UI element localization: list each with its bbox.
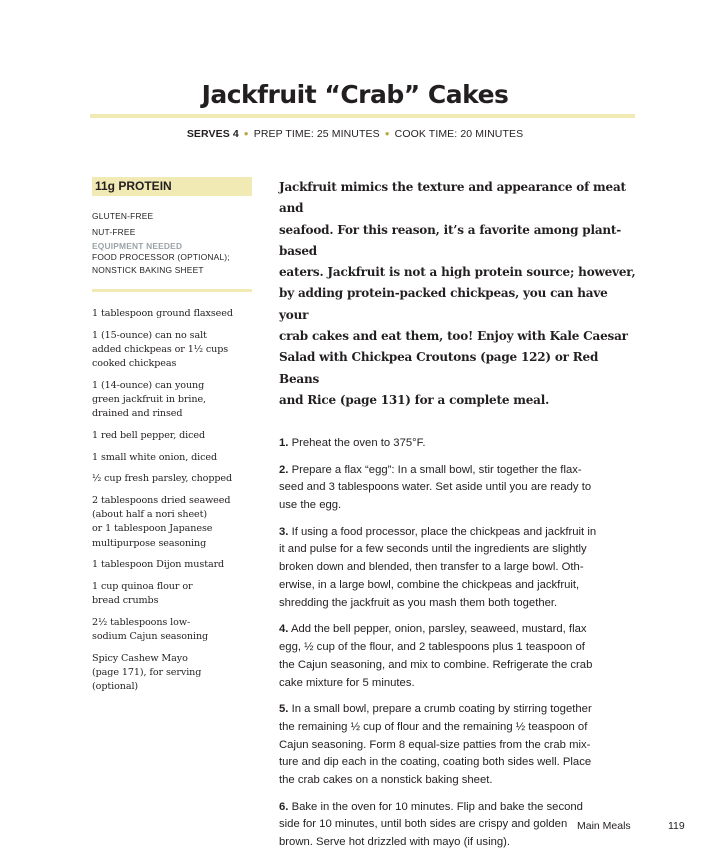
ingredient-item: 1 (15-ounce) can no salt added chickpeas or 1½ cups cooked chickpeas <box>92 329 229 370</box>
ingredient-item: 2½ tablespoons low- sodium Cajun seasoning <box>92 616 209 643</box>
ingredient-item: 1 tablespoon Dijon mustard <box>92 559 225 571</box>
footer-section-name: Main Meals <box>577 820 631 832</box>
recipe-title: Jackfruit “Crab” Cakes <box>201 80 509 109</box>
instruction-steps <box>279 435 639 852</box>
recipe-meta <box>0 127 710 142</box>
step-number: 5. <box>279 703 289 715</box>
step-text: Preheat the oven to 375°F. <box>291 437 426 450</box>
serves: SERVES 4 <box>186 128 239 140</box>
diet-label: NUT-FREE <box>92 226 136 237</box>
prep-time: PREP TIME: 25 MINUTES <box>253 128 380 140</box>
step-text: Add the bell pepper, onion, parsley, seaweed, mustard, flax egg, ½ cup of the flour, and 2 tablespoons plus 1 teaspoon of the Cajun seasoning, and mix to combine. Refrigerate the crab cake mixture for 5 minutes. <box>279 623 593 689</box>
ingredient-item: ½ cup fresh parsley, chopped <box>92 473 233 485</box>
step <box>279 524 639 613</box>
title-rule <box>90 114 635 118</box>
main-column <box>279 177 639 861</box>
ingredient-list <box>92 307 252 694</box>
step-number: 3. <box>279 525 289 538</box>
protein-badge: 11g PROTEIN <box>92 177 252 196</box>
cook-time: COOK TIME: 20 MINUTES <box>394 128 524 140</box>
sidebar-rule <box>92 289 252 292</box>
step <box>279 462 639 515</box>
ingredient-item: Spicy Cashew Mayo (page 171), for serving (optional) <box>92 652 202 693</box>
intro-paragraph: Jackfruit mimics the texture and appearance of meat and seafood. For this reason, it’s a favorite among plant-based eaters. Jackfruit is not a high protein source; however, by adding protein-packed chickpeas, you can have your crab cakes and eat them, too! Enjoy with Kale Caesar Salad with Chickpea Croutons (page 122) or Red Beans and Rice (page 131) for a complete meal. <box>279 180 636 407</box>
step-number: 6. <box>279 800 289 813</box>
separator-dot-icon: ● <box>243 129 249 138</box>
step-text: Prepare a flax “egg”: In a small bowl, stir together the flax- seed and 3 tablespoons water. Set aside until you are ready to use the egg. <box>279 463 592 512</box>
ingredient-item: 1 (14-ounce) can young green jackfruit in brine, drained and rinsed <box>92 379 206 420</box>
step-number: 4. <box>279 623 289 636</box>
equipment-heading: EQUIPMENT NEEDED <box>92 241 183 251</box>
step-text: Bake in the oven for 10 minutes. Flip and bake the second side for 10 minutes, until both sides are crispy and golden brown. Serve hot drizzled with mayo (if using). <box>279 800 583 849</box>
ingredient-item: 1 small white onion, diced <box>92 451 217 463</box>
ingredient-item: 1 cup quinoa flour or bread crumbs <box>92 581 193 607</box>
sidebar <box>92 177 252 702</box>
equipment-item: NONSTICK BAKING SHEET <box>92 264 204 275</box>
step <box>279 435 639 453</box>
equipment-list <box>92 251 252 276</box>
separator-dot-icon: ● <box>384 129 390 138</box>
diet-labels <box>92 209 252 240</box>
step-text: In a small bowl, prepare a crumb coating by stirring together the remaining ½ cup of flour and the remaining ½ teaspoon of Cajun seasoning. Form 8 equal-size patties from the crab mix- ture and dip each in the coating, coating both sides well. Place the crab cakes on a nonstick baking sheet. <box>279 703 592 787</box>
ingredient-item: 2 tablespoons dried seaweed (about half a nori sheet) or 1 tablespoon Japanese multipurpose seasoning <box>92 495 231 549</box>
step <box>279 621 639 692</box>
ingredient-item: 1 red bell pepper, diced <box>92 429 206 441</box>
step-number: 1. <box>279 437 289 450</box>
step-text: If using a food processor, place the chickpeas and jackfruit in it and pulse for a few seconds until the ingredients are slightly broken down and blended, then transfer to a large bowl. Oth- erwise, in a large bowl, combine the chickpeas and jackfruit, shredding the jackfruit as you mash them both together. <box>279 525 597 609</box>
step <box>279 701 639 790</box>
equipment-item: FOOD PROCESSOR (OPTIONAL); <box>92 252 230 262</box>
ingredient-item: 1 tablespoon ground flaxseed <box>92 308 233 319</box>
diet-label: GLUTEN-FREE <box>92 211 154 221</box>
page-number: 119 <box>668 820 685 832</box>
step-number: 2. <box>279 463 289 476</box>
